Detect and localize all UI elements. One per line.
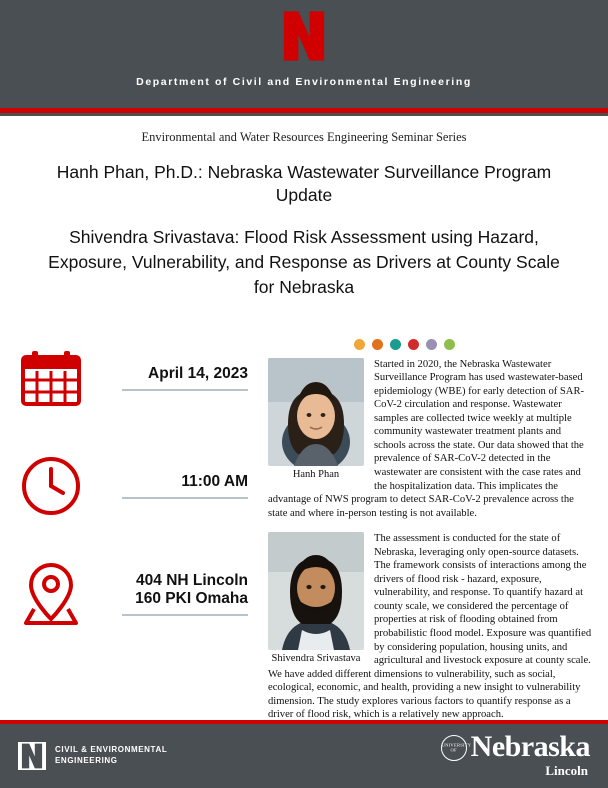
title-block xyxy=(0,116,608,305)
detail-row-location xyxy=(14,563,260,625)
talk-title-two: Shivendra Srivastava: Flood Risk Assessment using Hazard, Exposure, Vulnerability, and Response as Drivers at County Scale for Nebraska xyxy=(48,226,560,298)
dot-5 xyxy=(426,339,437,350)
detail-value-date: April 14, 2023 xyxy=(148,364,248,382)
speaker-block-one xyxy=(268,358,592,521)
decorative-dots xyxy=(354,339,592,350)
speaker-name-two: Shivendra Srivastava xyxy=(271,653,361,665)
detail-text-location xyxy=(88,572,260,616)
dot-3 xyxy=(390,339,401,350)
university-seal-icon xyxy=(441,735,472,761)
detail-row-time xyxy=(14,455,260,517)
portrait-hanh-phan xyxy=(268,358,364,466)
detail-value-time: 11:00 AM xyxy=(181,472,248,490)
detail-underline-date xyxy=(122,389,248,391)
speaker-photo-wrap-two xyxy=(268,532,364,664)
detail-underline-location xyxy=(122,614,248,616)
map-pin-icon xyxy=(14,561,88,627)
detail-underline-time xyxy=(122,497,248,499)
content-body xyxy=(0,305,608,728)
talk-title-one: Hanh Phan, Ph.D.: Nebraska Wastewater Surveillance Program Update xyxy=(56,162,552,205)
footer-wordmark xyxy=(441,730,590,779)
seminar-series-label: Environmental and Water Resources Engineering Seminar Series xyxy=(141,130,467,144)
footer-unit xyxy=(18,742,167,770)
portrait-shivendra-srivastava xyxy=(268,532,364,650)
dot-1 xyxy=(354,339,365,350)
detail-text-time xyxy=(88,473,260,499)
detail-row-date xyxy=(14,347,260,409)
dot-6 xyxy=(444,339,455,350)
university-seal-text: UNIVERSITY OF xyxy=(441,742,472,753)
department-name: Department of Civil and Environmental Engineering xyxy=(136,76,472,88)
calendar-icon xyxy=(14,349,88,407)
speaker-photo-wrap-one xyxy=(268,358,364,480)
speaker-abstract-one: Started in 2020, the Nebraska Wastewater Surveillance Program has used wastewater-based epidemiology (WBE) for early detection of SAR-CoV-2 circulation and response. Wastewater samples are collected twice weekly at multiple community wastewater treatment plants and schools across the state. Our data showed that the prevalence of SAR-CoV-2 detected in the wastewater are consistent with the case rates and the hospitalization data. This implicates the advantage of NWS program to detect SAR-CoV-2 prevalence across the state and where in-person testing is not available. xyxy=(268,358,585,519)
footer-unit-text xyxy=(55,745,167,767)
speakers-column xyxy=(268,339,592,728)
footer-unit-line1: CIVIL & ENVIRONMENTAL xyxy=(55,745,168,755)
speaker-name-one: Hanh Phan xyxy=(292,468,340,480)
dot-4 xyxy=(408,339,419,350)
page-footer xyxy=(0,724,608,788)
event-details xyxy=(14,339,260,728)
nebraska-n-logo xyxy=(276,8,332,64)
detail-value-location-1: 404 NH Lincoln xyxy=(136,571,248,589)
detail-value-location-2: 160 PKI Omaha xyxy=(135,589,248,607)
footer-unit-line2: ENGINEERING xyxy=(55,756,118,765)
nebraska-wordmark: Nebraska xyxy=(470,730,590,764)
dot-2 xyxy=(372,339,383,350)
page-header xyxy=(0,0,608,108)
detail-text-date xyxy=(88,365,260,391)
speaker-block-two xyxy=(268,532,592,722)
nebraska-n-logo-small xyxy=(18,742,46,770)
clock-icon xyxy=(14,455,88,517)
speaker-abstract-two: The assessment is conducted for the state of Nebraska, leveraging only open-source datasets. The framework consists of interactions among the drivers of flood risk - hazard, exposure, vulnerability, and response. To quantify hazard at county scale, we considered the percentage of properties at risk of flooding obtained from probabilistic flood model. Exposure was quantified by considering population, housing units, and agricultural and livestock exposure at county scale. We have added different dimensions to vulnerability, such as social, ecological, economic, and health, providing a new insight to vulnerability dimension. The study explores various factors to quantify response as a driver of flood risk, which is a relatively new approach. xyxy=(268,533,592,721)
campus-name: Lincoln xyxy=(545,762,588,778)
